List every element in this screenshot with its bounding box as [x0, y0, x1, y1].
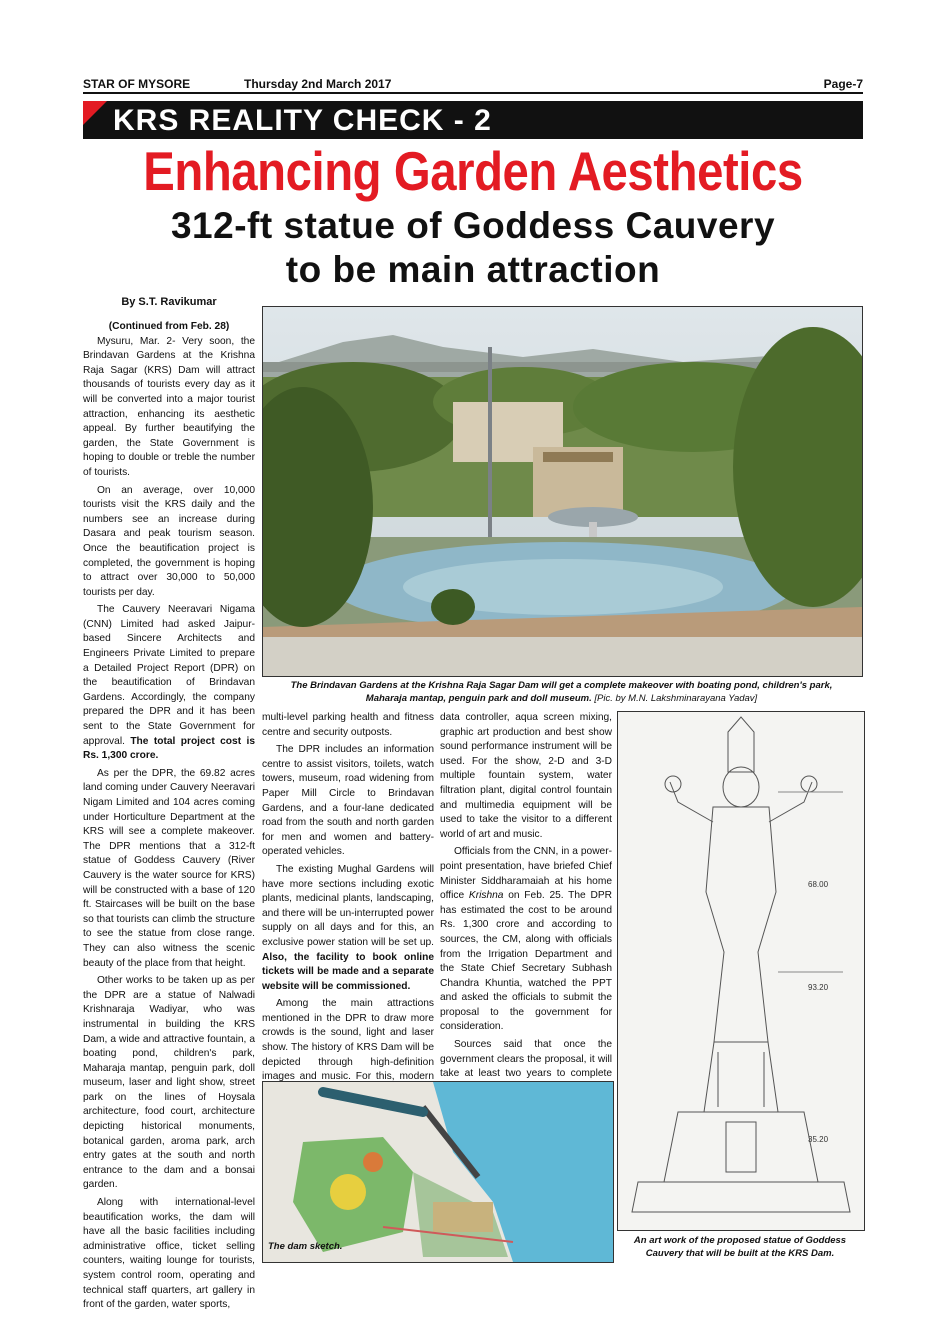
dimension-label: 35.20	[808, 1135, 829, 1144]
paragraph: The DPR includes an information centre to assist visitors, toilets, watch towers, museum, road widening from Paper Mill Circle to Brindavan Gardens, and a four-lane dedicated road from the south and north garden for men and women and battery-operated vehicles.	[262, 744, 434, 858]
page-number: Page-7	[823, 77, 863, 91]
paragraph: The Cauvery Neeravari Nigama (CNN) Limited had asked Jaipur-based Sincere Architects and Engineers Private Limited to prepare a Detailed Project Report (DPR) on the beautification of Brindavan Gardens. Accordingly, the company prepared the DPR and it has been sent to the State Government for approval. The total project cost is Rs. 1,300 crore.	[83, 604, 255, 762]
headline: Enhancing Garden Aesthetics	[143, 140, 803, 202]
paragraph: Mysuru, Mar. 2- Very soon, the Brindavan Gardens at the Krishna Raja Sagar (KRS) Dam will attract thousands of tourists every day as it will be converted into a major tourist attraction, enhancing its aesthetic appeal. By further beautifying the garden, the State Government is hoping to double or treble the number of tourists.	[83, 335, 255, 478]
continued-note: (Continued from Feb. 28)	[108, 321, 230, 332]
kicker-red-corner	[83, 101, 107, 125]
bold-highlight: Also, the facility to book online tickets will be made and a separate website will be commissioned.	[262, 951, 434, 992]
article-column-1	[83, 320, 255, 1316]
dimension-label: 93.20	[808, 983, 829, 992]
paragraph: Sources said that once the government clears the proposal, it will take at least two years to complete	[440, 1038, 612, 1096]
paragraph: Other works to be taken up as per the DPR are a statue of Nalwadi Krishnaraja Wadiyar, who was instrumental in building the KRS Dam, a wide and attractive fountain, a boating pond, children's park, Maharaja mantap, penguin park, doll museum, laser and light show, street park on the lines of Hoysala architecture, food court, architecture depicting historical monuments, botanical garden, aroma park, arch entry gates at the south and north entrance to the dam and a bonsai garden.	[83, 975, 255, 1191]
deck-line-1: 312-ft statue of Goddess Cauvery	[170, 205, 776, 246]
paragraph: Along with international-level beautification works, the dam will have all the basic facilities including administrative office, ticket selling counters, waiting lounge for tourists, system control room, operating and technical staff quarters, art gallery in front of the garden, water sports,	[83, 1197, 255, 1311]
issue-date: Thursday 2nd March 2017	[244, 77, 392, 91]
masthead-paper-name: STAR OF MYSORE	[83, 77, 191, 91]
deck-line-2: to be main attraction	[285, 249, 661, 290]
dam-sketch-image	[262, 1081, 614, 1263]
main-photo-caption: The Brindavan Gardens at the Krishna Raja Sagar Dam will get a complete makeover with boating pond, children's park, Maharaja mantap, penguin park and doll museum. [Pic. by M.N. Lakshminarayana Yadav]	[290, 680, 833, 704]
brindavan-gardens-photo	[262, 306, 863, 677]
paragraph: Among the main attractions mentioned in the DPR to draw more crowds is the sound, light and laser show. The history of KRS Dam will be depicted through high-definition images and music. For this, modern	[262, 998, 434, 1083]
paragraph: data controller, aqua screen mixing, graphic art production and best show sound performance instrument will be used. For the show, 2-D and 3-D multiple fountain system, water filtration plant, digital control fountain and multimedia equipment will be used to take the visitor to a different world of art and music.	[440, 712, 612, 840]
byline: By S.T. Ravikumar	[121, 296, 217, 308]
statue-caption: An art work of the proposed statue of Goddess Cauvery that will be built at the KRS Dam.	[633, 1235, 847, 1259]
paragraph: Officials from the CNN, in a power-point presentation, have briefed Chief Minister Siddharamaiah at his home office Krishna on Feb. 25. The DPR has estimated the cost to be around Rs. 1,300 crore and according to sources, the CM, along with officials from the Irrigation Department and the State Chief Secretary Subhash Chandra Khuntia, watched the PPT and asked the officials to submit the proposal to the government for consideration.	[440, 846, 612, 1033]
paragraph: The existing Mughal Gardens will have more sections including exotic plants, medicinal plants, landscaping, and there will be un-interrupted power supply on all days and for this, an exclusive power station will be set up. Also, the facility to book online tickets will be made and a separate website will be commissioned.	[262, 863, 434, 992]
paragraph: multi-level parking health and fitness centre and security outposts.	[262, 712, 434, 738]
italic-name: Krishna	[468, 890, 504, 902]
dimension-label: 68.00	[808, 880, 829, 889]
dam-sketch-caption: The dam sketch.	[268, 1241, 343, 1252]
kicker-title: KRS REALITY CHECK - 2	[113, 104, 492, 137]
statue-artwork-image	[617, 711, 865, 1231]
paragraph: As per the DPR, the 69.82 acres land coming under Cauvery Neeravari Nigam Limited and 104 acres coming under Horticulture Department at the KRS will see a complete makeover. The DPR mentions that a 312-ft statue of Goddess Cauvery (River Cauvery is the water source for KRS) will be constructed with a base of 120 ft. Staircases will be built on the base so that tourists can climb the structure to see the statue from close range. They can also witness the scenic beauty of the place from that height.	[83, 767, 255, 969]
header-rule	[83, 92, 863, 94]
article-column-3	[440, 711, 612, 1099]
photo-credit: [Pic. by M.N. Lakshminarayana Yadav]	[591, 693, 758, 704]
paragraph: On an average, over 10,000 tourists visit the KRS daily and the numbers see an increase during Dasara and peak tourism season. Once the beautification project is completed, the government is hoping to attract over 30,000 to 50,000 tourists per day.	[83, 484, 255, 598]
bold-highlight: The total project cost is Rs. 1,300 crore.	[83, 735, 255, 762]
article-column-2	[262, 711, 434, 1102]
